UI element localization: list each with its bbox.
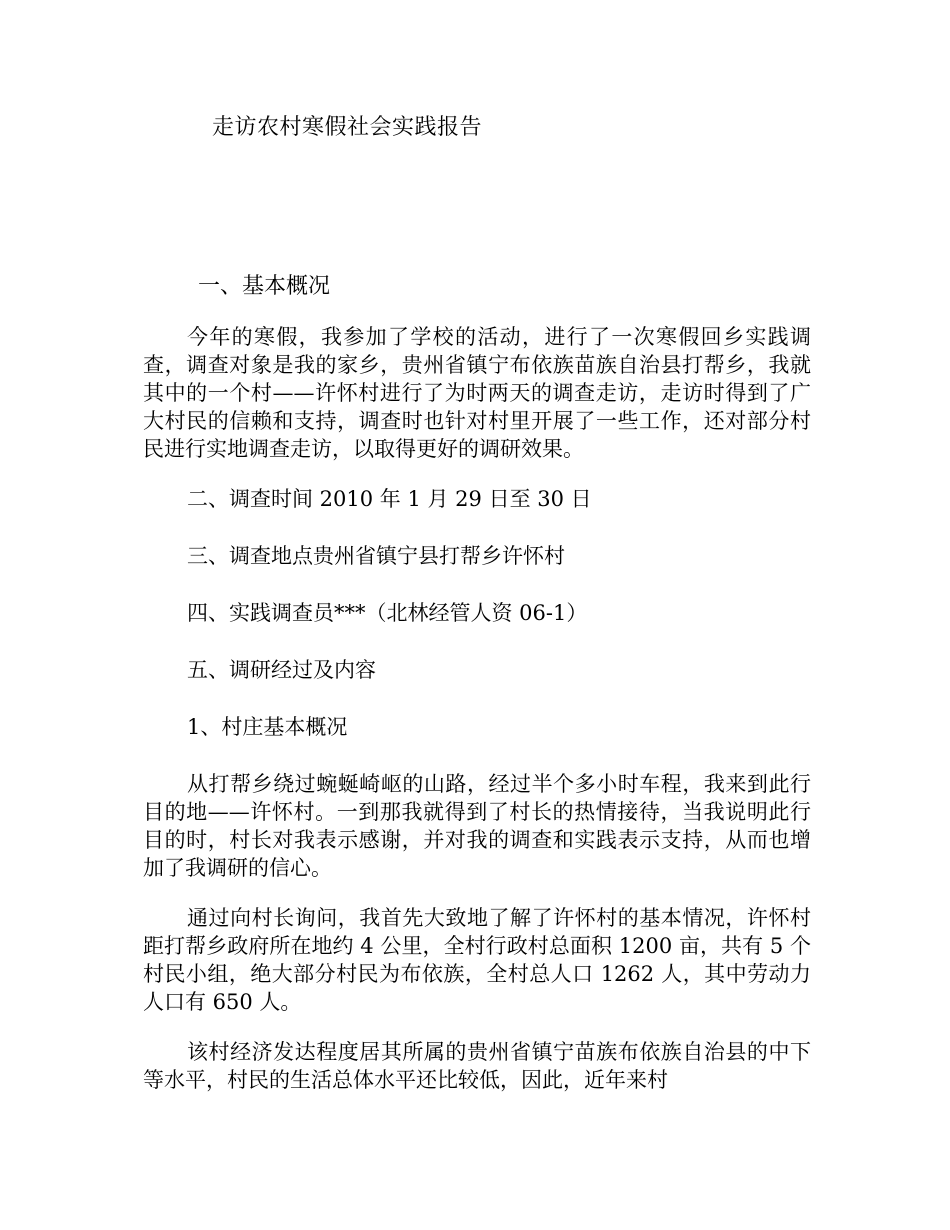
paragraph-village-overview-heading: 1、村庄基本概况 (187, 715, 348, 739)
paragraph-survey-location: 三、调查地点贵州省镇宁县打帮乡许怀村 (187, 544, 565, 568)
document-title: 走访农村寒假社会实践报告 (212, 115, 483, 140)
paragraph-arrival: 从打帮乡绕过蜿蜒崎岖的山路，经过半个多小时车程，我来到此行目的地——许怀村。一到那我就得到了村长的热情接待，当我说明此行目的时，村长对我表示感谢，并对我的调查和实践表示支持，从而也增加了我调研的信心。 (143, 772, 811, 880)
paragraph-village-facts: 通过向村长询问，我首先大致地了解了许怀村的基本情况，许怀村距打帮乡政府所在地约 4 公里，全村行政村总面积 1200 亩，共有 5 个村民小组，绝大部分村民为布依族，全村总人口 1262 人，其中劳动力人口有 650 人。 (143, 906, 811, 1014)
document-body (143, 323, 811, 1116)
paragraph-economy: 该村经济发达程度居其所属的贵州省镇宁苗族布依族自治县的中下等水平，村民的生活总体水平还比较低，因此，近年来村 (143, 1040, 811, 1092)
section-heading-overview: 一、基本概况 (198, 274, 331, 299)
paragraph-intro: 今年的寒假，我参加了学校的活动，进行了一次寒假回乡实践调查，调查对象是我的家乡，贵州省镇宁布依族苗族自治县打帮乡，我就其中的一个村——许怀村进行了为时两天的调查走访，走访时得到了广大村民的信赖和支持，调查时也针对村里开展了一些工作，还对部分村民进行实地调查走访，以取得更好的调研效果。 (143, 325, 811, 461)
paragraph-process-heading: 五、调研经过及内容 (187, 658, 376, 682)
paragraph-surveyor: 四、实践调查员***（北林经管人资 06-1） (187, 601, 588, 625)
paragraph-survey-time: 二、调查时间 2010 年 1 月 29 日至 30 日 (187, 487, 592, 511)
